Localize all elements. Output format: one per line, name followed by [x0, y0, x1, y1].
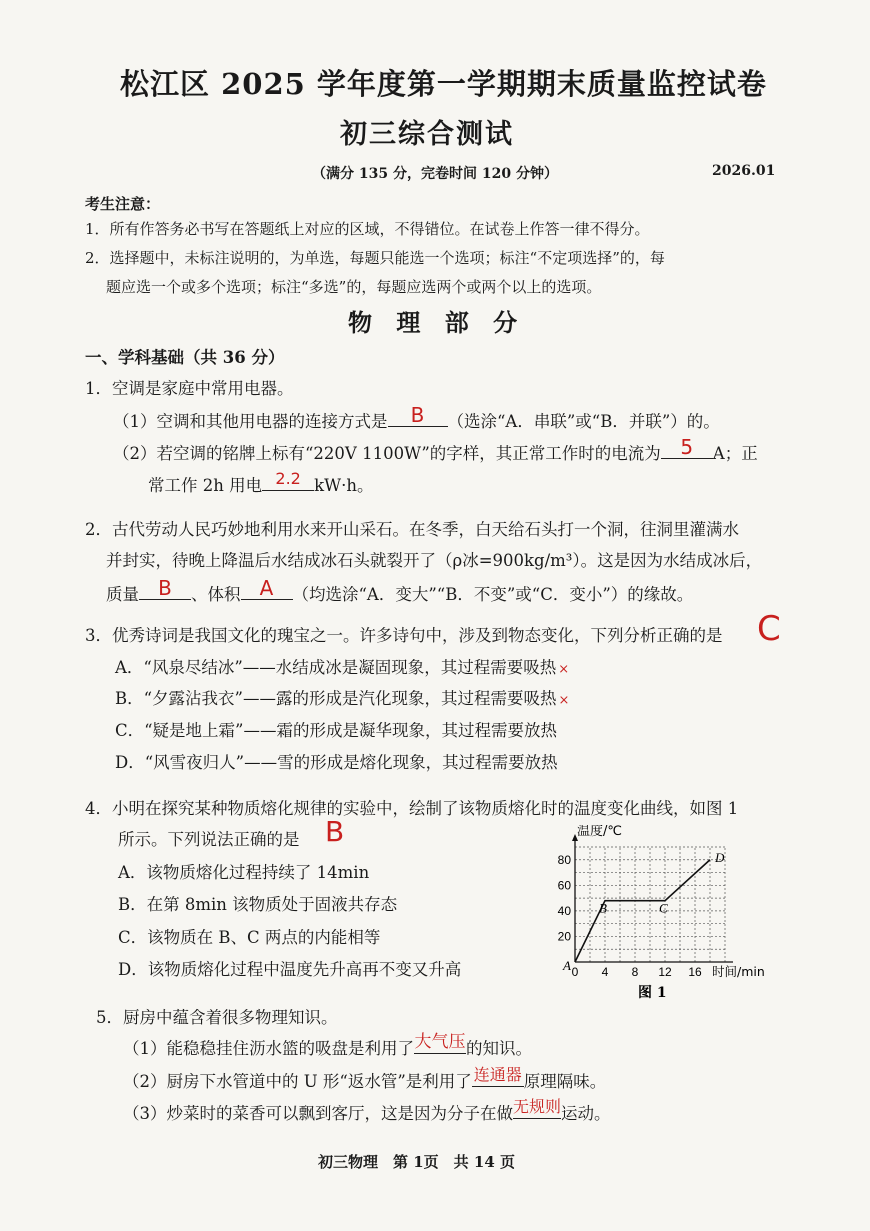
x-tick-label: 0: [571, 965, 579, 979]
part-heading: 一、学科基础（共 36 分）: [85, 348, 285, 367]
q3-option-a[interactable]: [115, 654, 569, 678]
q5-part1-answer: 大气压: [414, 1032, 466, 1052]
q1-part2-blank[interactable]: [661, 435, 713, 459]
y-tick-label: 20: [557, 929, 571, 944]
q4-line-1: 4．小明在探究某种物质熔化规律的实验中，绘制了该物质熔化时的温度变化曲线，如图 1: [85, 799, 739, 818]
q5-part2-suffix: 原理隔味。: [523, 1072, 607, 1091]
y-tick-label: 80: [557, 852, 571, 867]
q1-part2-unit: A；正: [712, 444, 758, 463]
q2-mass-answer: B: [158, 576, 172, 600]
q2-volume-answer: A: [259, 576, 274, 600]
x-axis-label: 时间/min: [712, 964, 765, 979]
q5-part3-prompt: （3）炒菜时的菜香可以飘到客厅，这是因为分子在做: [123, 1104, 513, 1123]
q5-part3-blank[interactable]: [513, 1098, 561, 1119]
q4-line-2: 所示。下列说法正确的是: [118, 830, 300, 849]
notice-item-2-cont: 题应选一个或多个选项；标注“多选”的，每题应选两个或两个以上的选项。: [106, 278, 602, 296]
q1-part1-choices: （选涂“A．串联”或“B．并联”）的。: [447, 412, 720, 431]
q2-line-1: 2．古代劳动人民巧妙地利用水来开山采石。在冬季，白天给石头打一个洞，往洞里灌满水: [85, 520, 739, 539]
point-label-c: C: [659, 900, 668, 916]
q3-answer: C: [757, 609, 781, 649]
q1-part1: [113, 403, 720, 432]
q1-part1-prompt: （1）空调和其他用电器的连接方式是: [113, 412, 388, 431]
q3-option-a-text: A．“风泉尽结冰”——水结成冰是凝固现象，其过程需要吸热: [115, 658, 557, 677]
q1-part1-answer: B: [410, 403, 425, 427]
figure-caption: 图 1: [638, 985, 667, 1001]
q2-mass-label: 质量: [106, 585, 139, 604]
q3-option-d[interactable]: D．“风雪夜归人”——雪的形成是熔化现象，其过程需要放热: [115, 753, 558, 772]
notice-heading: 考生注意：: [85, 195, 161, 213]
exam-title: 松江区 2025 学年度第一学期期末质量监控试卷: [120, 67, 767, 101]
q2-volume-blank[interactable]: [241, 576, 293, 600]
page-footer: 初三物理 第 1页 共 14 页: [318, 1153, 515, 1171]
q5-part1: [123, 1033, 532, 1059]
q2-volume-label: 、体积: [191, 585, 241, 604]
q4-answer: B: [325, 815, 345, 848]
q3-option-b-text: B．“夕露沾我衣”——露的形成是汽化现象，其过程需要吸热: [115, 689, 557, 708]
q2-line-2: 并封实，待晚上降温后水结成冰石头就裂开了（ρ冰=900kg/m³）。这是因为水结成冰后，: [106, 551, 763, 570]
q1-stem: 1．空调是家庭中常用电器。: [85, 379, 294, 398]
exam-date: 2026.01: [712, 163, 776, 179]
notice-item-2: 2．选择题中，未标注说明的，为单选，每题只能选一个选项；标注“不定项选择”的，每: [85, 249, 665, 267]
q5-part2-prompt: （2）厨房下水管道中的 U 形“返水管”是利用了: [123, 1072, 472, 1091]
q1-part3-blank[interactable]: [262, 470, 314, 491]
y-tick-label: 60: [557, 878, 571, 893]
figure-1-chart: [545, 825, 775, 1005]
q2-mass-blank[interactable]: [139, 576, 191, 600]
x-tick-label: 8: [631, 965, 639, 979]
point-label-d: D: [715, 849, 725, 865]
x-tick-label: 16: [688, 965, 702, 979]
q1-part2: [113, 435, 758, 464]
x-tick-label: 4: [601, 965, 609, 979]
point-label-b: B: [599, 900, 607, 916]
q5-part1-blank[interactable]: [414, 1033, 466, 1054]
exam-meta: （满分 135 分，完卷时间 120 分钟）: [312, 166, 558, 182]
q5-part3: [123, 1098, 611, 1124]
y-axis-label: 温度/℃: [577, 825, 622, 839]
q3-option-b-cross-mark: ×: [558, 693, 570, 708]
q1-part3-answer: 2.2: [275, 469, 301, 488]
q1-part3-prompt: 常工作 2h 用电: [148, 476, 263, 495]
q2-choices: （均选涂“A．变大”“B．不变”或“C．变小”）的缘故。: [292, 585, 694, 604]
q5-part2-blank[interactable]: [472, 1066, 524, 1087]
exam-subtitle: 初三综合测试: [340, 119, 514, 150]
q5-part2-answer: 连通器: [473, 1065, 522, 1084]
q3-option-b[interactable]: [115, 685, 569, 709]
q4-option-a[interactable]: A．该物质熔化过程持续了 14min: [118, 863, 370, 882]
notice-item-1: 1．所有作答务必书写在答题纸上对应的区域，不得错位。在试卷上作答一律不得分。: [85, 220, 650, 238]
q1-part3: [148, 470, 373, 496]
q1-part2-prompt: （2）若空调的铭牌上标有“220V 1100W”的字样，其正常工作时的电流为: [113, 444, 661, 463]
q5-part3-answer: 无规则: [513, 1097, 562, 1116]
q1-part1-blank[interactable]: [388, 403, 448, 427]
section-title: 物 理 部 分: [348, 308, 526, 337]
q2-line-3: [106, 576, 694, 605]
q3-option-c[interactable]: C．“疑是地上霜”——霜的形成是凝华现象，其过程需要放热: [115, 721, 557, 740]
q1-part3-unit: kW·h。: [314, 476, 374, 495]
y-tick-label: 40: [557, 903, 571, 918]
q4-option-d[interactable]: D．该物质熔化过程中温度先升高再不变又升高: [118, 960, 462, 979]
q1-part2-answer: 5: [680, 435, 694, 459]
q5-part3-suffix: 运动。: [561, 1104, 611, 1123]
point-label-a: A: [563, 958, 571, 973]
q3-stem: 3．优秀诗词是我国文化的瑰宝之一。许多诗句中，涉及到物态变化，下列分析正确的是: [85, 626, 723, 645]
q5-stem: 5．厨房中蕴含着很多物理知识。: [96, 1008, 338, 1027]
q5-part1-suffix: 的知识。: [466, 1039, 532, 1058]
q4-option-b[interactable]: B．在第 8min 该物质处于固液共存态: [118, 895, 398, 914]
q3-option-a-cross-mark: ×: [558, 662, 570, 677]
q5-part2: [123, 1066, 606, 1092]
q5-part1-prompt: （1）能稳稳挂住沥水篮的吸盘是利用了: [123, 1039, 414, 1058]
q4-option-c[interactable]: C．该物质在 B、C 两点的内能相等: [118, 928, 381, 947]
x-tick-label: 12: [658, 965, 672, 979]
